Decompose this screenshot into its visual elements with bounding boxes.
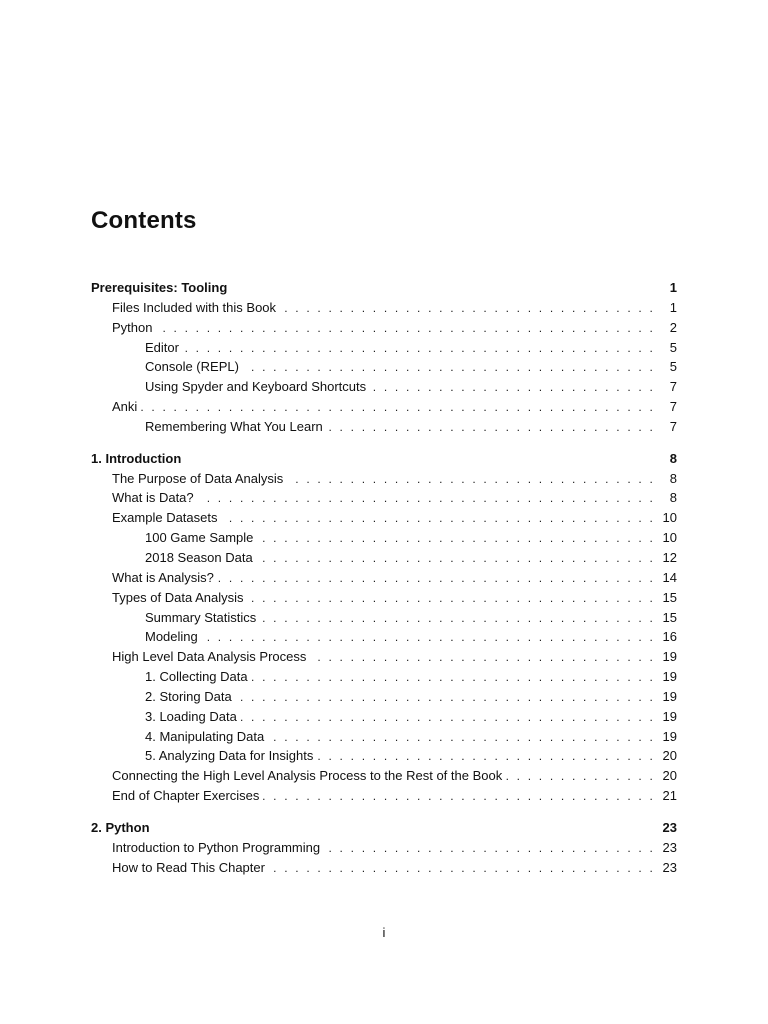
dot-leader bbox=[202, 630, 655, 644]
toc-entry-label: Anki bbox=[112, 399, 138, 415]
toc-entry-page: 7 bbox=[669, 379, 677, 395]
dot-leader bbox=[263, 789, 655, 803]
toc-entry-page: 2 bbox=[669, 319, 677, 335]
dot-leader bbox=[506, 769, 655, 783]
toc-entry-label: The Purpose of Data Analysis bbox=[112, 470, 284, 486]
toc-entry-label: Using Spyder and Keyboard Shortcuts bbox=[145, 379, 367, 395]
dot-leader bbox=[257, 531, 655, 545]
toc-section-entry[interactable] bbox=[91, 510, 677, 530]
toc-subsection-entry[interactable] bbox=[91, 689, 677, 709]
toc-entry-label: High Level Data Analysis Process bbox=[112, 649, 307, 665]
toc-entry-label: End of Chapter Exercises bbox=[112, 788, 260, 804]
toc-entry-label: How to Read This Chapter bbox=[112, 859, 265, 875]
dot-leader bbox=[183, 341, 655, 355]
dot-leader bbox=[324, 841, 655, 855]
toc-entry-page: 19 bbox=[662, 728, 677, 744]
toc-entry-label: 100 Game Sample bbox=[145, 530, 254, 546]
toc-chapter bbox=[91, 451, 677, 808]
toc-chapter-title: Prerequisites: Tooling bbox=[91, 280, 228, 295]
dot-leader bbox=[218, 571, 655, 585]
toc-entry-label: Types of Data Analysis bbox=[112, 589, 244, 605]
dot-leader bbox=[370, 380, 655, 394]
toc-entry-page: 8 bbox=[669, 470, 677, 486]
page-number: i bbox=[382, 925, 386, 940]
dot-leader bbox=[236, 690, 655, 704]
toc-section-entry[interactable] bbox=[91, 490, 677, 510]
toc-chapter-title: 1. Introduction bbox=[91, 450, 182, 466]
toc-entry-page: 15 bbox=[662, 589, 677, 605]
toc-chapter-page: 1 bbox=[669, 280, 677, 295]
toc-entry-page: 19 bbox=[662, 688, 677, 704]
toc-entry-label: Connecting the High Level Analysis Process to the Rest of the Book bbox=[112, 768, 503, 784]
toc-subsection-entry[interactable] bbox=[91, 379, 677, 399]
toc-entry-page: 1 bbox=[669, 299, 677, 315]
toc-entry-label: 2018 Season Data bbox=[145, 549, 253, 565]
toc-section-entry[interactable] bbox=[91, 471, 677, 491]
dot-leader bbox=[222, 511, 656, 525]
toc-entry-label: 3. Loading Data bbox=[145, 708, 237, 724]
toc-subsection-entry[interactable] bbox=[91, 669, 677, 689]
toc-chapter-title: 2. Python bbox=[91, 819, 150, 835]
toc-entry-page: 19 bbox=[662, 708, 677, 724]
toc-subsection-entry[interactable] bbox=[91, 340, 677, 360]
toc-entry-page: 19 bbox=[662, 649, 677, 665]
toc-entry-page: 5 bbox=[669, 359, 677, 375]
toc-subsection-entry[interactable] bbox=[91, 629, 677, 649]
toc-entry-page: 15 bbox=[662, 609, 677, 625]
dot-leader bbox=[260, 611, 655, 625]
toc-entry-label: Files Included with this Book bbox=[112, 299, 277, 315]
toc-chapter-heading[interactable] bbox=[91, 280, 677, 300]
toc-chapter bbox=[91, 280, 677, 439]
toc-entry-page: 19 bbox=[662, 669, 677, 685]
toc-entry-label: Python bbox=[112, 319, 153, 335]
toc-entry-label: Introduction to Python Programming bbox=[112, 839, 321, 855]
toc-entry-label: 4. Manipulating Data bbox=[145, 728, 265, 744]
dot-leader bbox=[280, 301, 655, 315]
dot-leader bbox=[327, 420, 655, 434]
toc-entry-label: 1. Collecting Data bbox=[145, 669, 248, 685]
toc-chapter-page: 8 bbox=[669, 450, 677, 466]
toc-entry-page: 20 bbox=[662, 748, 677, 764]
toc-entry-page: 14 bbox=[662, 569, 677, 585]
dot-leader bbox=[241, 710, 655, 724]
dot-leader bbox=[257, 551, 655, 565]
toc-subsection-entry[interactable] bbox=[91, 610, 677, 630]
toc-entry-page: 5 bbox=[669, 339, 677, 355]
toc-entry-page: 12 bbox=[662, 549, 677, 565]
toc-entry-page: 7 bbox=[669, 418, 677, 434]
dot-leader bbox=[269, 861, 655, 875]
toc-entry-label: Summary Statistics bbox=[145, 609, 257, 625]
toc-subsection-entry[interactable] bbox=[91, 729, 677, 749]
toc-chapter-heading[interactable] bbox=[91, 820, 677, 840]
toc-subsection-entry[interactable] bbox=[91, 709, 677, 729]
dot-leader bbox=[243, 360, 655, 374]
toc-subsection-entry[interactable] bbox=[91, 530, 677, 550]
toc-entry-label: Console (REPL) bbox=[145, 359, 239, 375]
toc-entry-page: 23 bbox=[662, 859, 677, 875]
toc-chapter-page: 23 bbox=[662, 819, 677, 835]
dot-leader bbox=[141, 400, 655, 414]
dot-leader bbox=[198, 491, 655, 505]
toc-entry-label: 2. Storing Data bbox=[145, 688, 232, 704]
toc-section-entry[interactable] bbox=[91, 860, 677, 880]
toc-entry-page: 21 bbox=[662, 788, 677, 804]
toc-chapter-heading[interactable] bbox=[91, 451, 677, 471]
table-of-contents bbox=[91, 280, 677, 879]
toc-section-entry[interactable] bbox=[91, 590, 677, 610]
toc-subsection-entry[interactable] bbox=[91, 359, 677, 379]
toc-entry-label: Modeling bbox=[145, 629, 198, 645]
toc-section-entry[interactable] bbox=[91, 649, 677, 669]
toc-entry-label: What is Analysis? bbox=[112, 569, 214, 585]
toc-entry-label: Editor bbox=[145, 339, 179, 355]
dot-leader bbox=[317, 749, 655, 763]
toc-entry-page: 20 bbox=[662, 768, 677, 784]
toc-entry-page: 16 bbox=[662, 629, 677, 645]
toc-entry-page: 23 bbox=[662, 839, 677, 855]
dot-leader bbox=[268, 730, 655, 744]
toc-entry-label: Remembering What You Learn bbox=[145, 418, 323, 434]
toc-entry-page: 7 bbox=[669, 399, 677, 415]
toc-subsection-entry[interactable] bbox=[91, 419, 677, 439]
toc-entry-page: 10 bbox=[662, 510, 677, 526]
dot-leader bbox=[252, 670, 655, 684]
toc-section-entry[interactable] bbox=[91, 840, 677, 860]
toc-entry-label: Example Datasets bbox=[112, 510, 218, 526]
dot-leader bbox=[248, 591, 655, 605]
toc-entry-page: 10 bbox=[662, 530, 677, 546]
page-title: Contents bbox=[91, 207, 197, 234]
dot-leader bbox=[310, 650, 655, 664]
toc-chapter bbox=[91, 820, 677, 880]
toc-section-entry[interactable] bbox=[91, 768, 677, 788]
toc-subsection-entry[interactable] bbox=[91, 748, 677, 768]
toc-section-entry[interactable] bbox=[91, 788, 677, 808]
dot-leader bbox=[287, 472, 655, 486]
toc-subsection-entry[interactable] bbox=[91, 550, 677, 570]
toc-entry-label: What is Data? bbox=[112, 490, 194, 506]
toc-entry-page: 8 bbox=[669, 490, 677, 506]
dot-leader bbox=[156, 321, 655, 335]
toc-section-entry[interactable] bbox=[91, 320, 677, 340]
toc-section-entry[interactable] bbox=[91, 300, 677, 320]
toc-entry-label: 5. Analyzing Data for Insights bbox=[145, 748, 314, 764]
toc-section-entry[interactable] bbox=[91, 570, 677, 590]
toc-section-entry[interactable] bbox=[91, 399, 677, 419]
